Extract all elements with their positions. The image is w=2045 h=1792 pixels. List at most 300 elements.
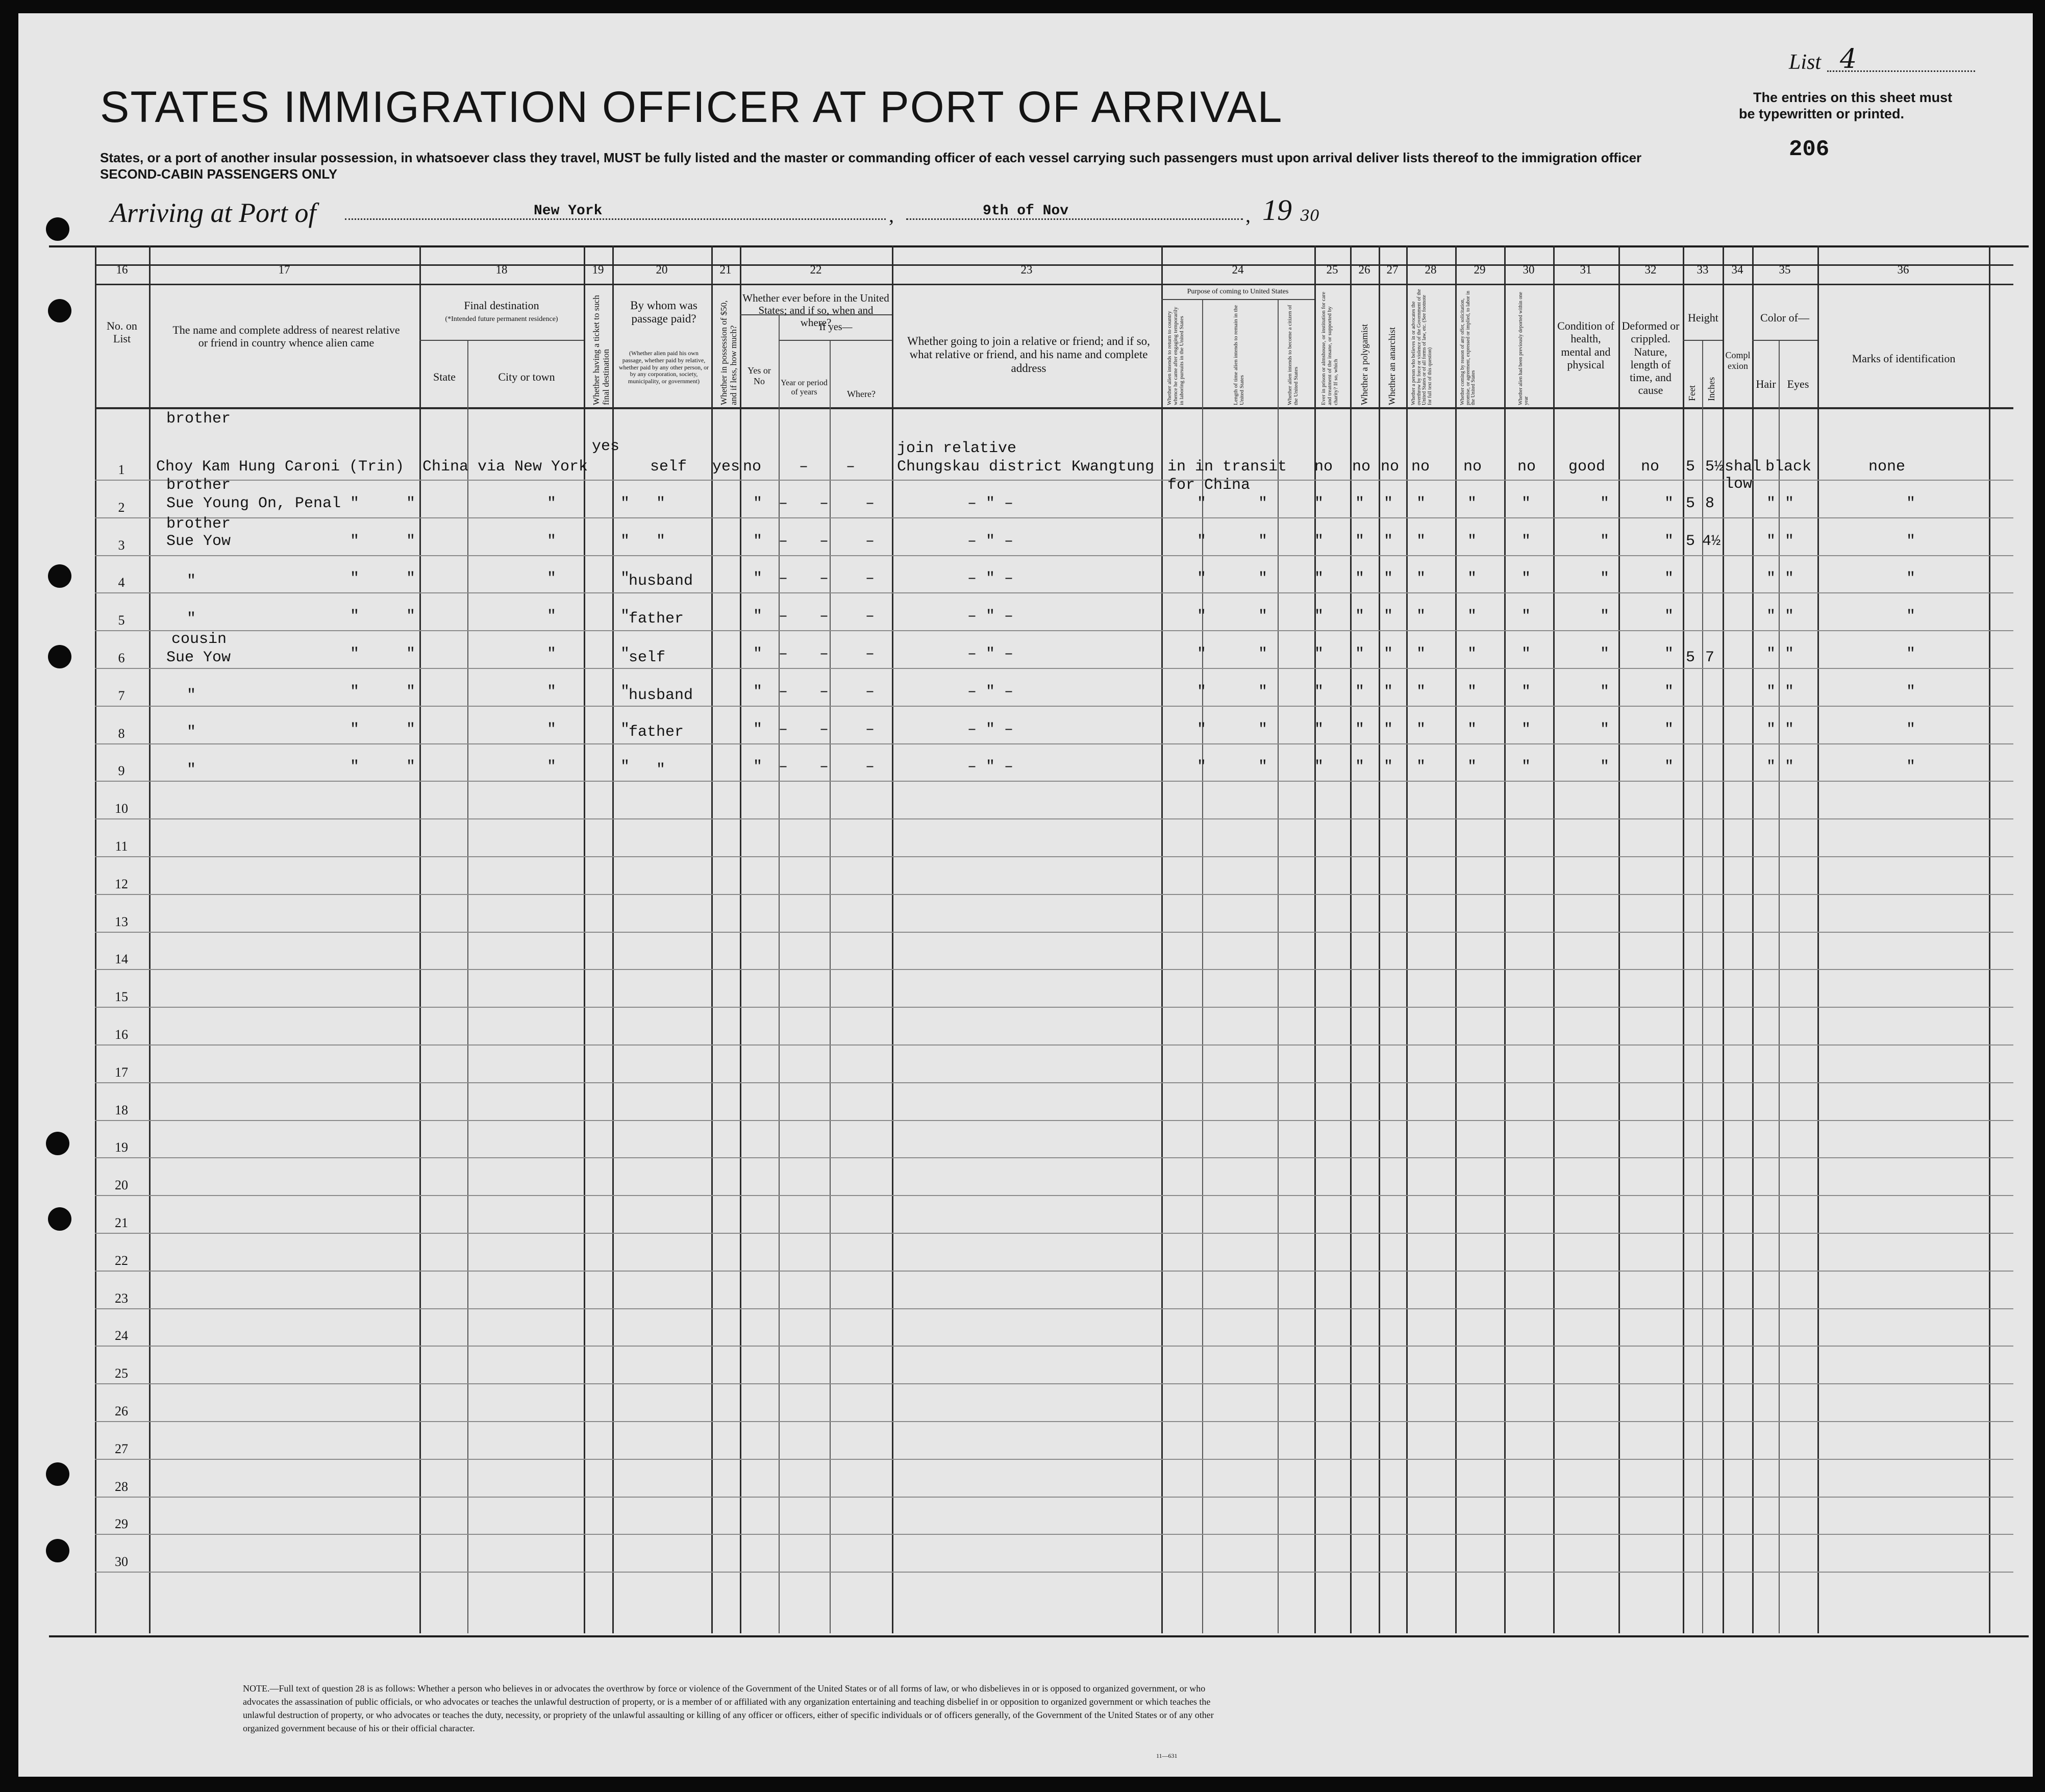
ditto-mark: ": [1314, 608, 1324, 626]
row6-relation: cousin: [171, 631, 227, 648]
ditto-mark: ": [1258, 683, 1268, 701]
ditto-mark: ": [1258, 645, 1268, 663]
ditto-mark: ": [1766, 570, 1776, 588]
row-line: [95, 1044, 2013, 1046]
row1-destination: China via New York: [422, 458, 588, 476]
col-number-34: 34: [1731, 263, 1743, 276]
dash-mark: –: [865, 494, 875, 512]
header-ever-before: Whether ever before in the United States; and if so, when and where?: [742, 292, 889, 329]
row3-paid: ": [656, 533, 666, 550]
header-nearest-relative: The name and complete address of nearest relative or friend in country whence alien came: [172, 323, 400, 350]
ditto-mark: ": [1664, 758, 1674, 776]
col-line: [584, 245, 585, 1633]
col-number-25: 25: [1326, 263, 1338, 276]
dash-mark: –: [865, 608, 875, 626]
header-purpose-citizen: Whether alien intends to become a citizen of the United States: [1287, 305, 1300, 405]
ditto-mark: ": [753, 645, 763, 663]
row8-paid: father: [629, 724, 684, 741]
row-line: [95, 630, 2013, 631]
ditto-mark: ": [1522, 645, 1531, 663]
port-value: New York: [534, 203, 603, 219]
ditto-mark: ": [406, 720, 416, 738]
row-line: [95, 1233, 2013, 1234]
ditto-mark: ": [1600, 645, 1610, 663]
sub-header-line: [1752, 340, 1817, 341]
ditto-mark: ": [350, 532, 360, 550]
row-line: [95, 555, 2013, 556]
header-destination-note: (*Intended future permanent residence): [445, 315, 558, 323]
ditto-mark: ": [1522, 494, 1531, 512]
ditto-mark: ": [1384, 683, 1393, 701]
dash-mark: –: [865, 570, 875, 588]
row-line: [95, 969, 2013, 970]
ditto-mark: ": [1416, 645, 1426, 663]
dash-mark: –: [779, 720, 788, 738]
ditto-mark: ": [1467, 532, 1477, 550]
row1-ticket: yes: [592, 438, 620, 455]
col-number-36: 36: [1897, 263, 1909, 276]
row4-paid: husband: [629, 573, 693, 590]
col-number-32: 32: [1644, 263, 1657, 276]
ditto-mark: ": [1384, 608, 1393, 626]
ditto-mark: ": [1906, 645, 1916, 663]
row-number: 12: [115, 876, 128, 891]
header-prison: Ever in prison or almshouse, or institution for care and treatment of the insane, or supported by charity? If so, which: [1320, 291, 1339, 405]
join-ditto: – " –: [967, 570, 1014, 588]
dash-mark: –: [865, 758, 875, 776]
col-line: [830, 340, 831, 1633]
row1-year: –: [799, 458, 809, 476]
ditto-mark: ": [1355, 532, 1365, 550]
dash-mark: –: [865, 532, 875, 550]
header-eyes: Eyes: [1787, 378, 1809, 390]
ditto-mark: ": [1355, 570, 1365, 588]
row-line: [95, 592, 2013, 593]
ditto-mark: ": [620, 683, 630, 701]
header-if-yes: If yes—: [819, 321, 853, 333]
ditto-mark: ": [1197, 683, 1207, 701]
ditto-mark: ": [1785, 494, 1794, 512]
date-value: 9th of Nov: [983, 203, 1069, 219]
row-number: 9: [118, 763, 125, 779]
ditto-mark: ": [1766, 758, 1776, 776]
header-state: State: [433, 370, 456, 383]
header-health: Condition of health, mental and physical: [1557, 319, 1614, 371]
row-number: 4: [118, 575, 125, 590]
dash-mark: –: [819, 758, 829, 776]
ditto-mark: ": [1522, 608, 1531, 626]
col-line: [1989, 245, 1990, 1633]
ditto-mark: ": [1355, 645, 1365, 663]
ditto-mark: ": [1600, 494, 1610, 512]
ditto-mark: ": [1384, 570, 1393, 588]
ditto-mark: ": [1600, 608, 1610, 626]
ditto-mark: ": [1906, 494, 1916, 512]
row6-name: Sue Yow: [166, 649, 231, 666]
header-passage-paid: By whom was passage paid?: [630, 299, 697, 326]
row-number: 15: [115, 989, 128, 1005]
header-final-destination: Final destination: [464, 299, 539, 312]
row7-paid: husband: [629, 687, 693, 704]
dash-mark: –: [779, 570, 788, 588]
header-yes-no: Yes or No: [747, 365, 771, 386]
ditto-mark: ": [1785, 758, 1794, 776]
row-line: [95, 1007, 2013, 1008]
row-line: [95, 517, 2013, 518]
col-number-22: 22: [810, 263, 822, 276]
ditto-mark: ": [1766, 608, 1776, 626]
row-number: 23: [115, 1290, 128, 1306]
row-line: [95, 1195, 2013, 1196]
row1-join-address: Chungskau district Kwangtung: [897, 458, 1155, 476]
header-city: City or town: [498, 370, 555, 383]
row-number: 20: [115, 1178, 128, 1193]
ditto-mark: ": [1664, 720, 1674, 738]
ditto-mark: ": [1600, 683, 1610, 701]
ditto-mark: ": [1785, 532, 1794, 550]
ditto-mark: ": [1467, 494, 1477, 512]
row-number: 3: [118, 537, 125, 553]
ditto-mark: ": [1467, 758, 1477, 776]
row-line: [95, 1082, 2013, 1083]
row-number: 7: [118, 688, 125, 703]
ditto-mark: ": [1785, 645, 1794, 663]
join-ditto: – " –: [967, 608, 1014, 626]
ditto-mark: ": [350, 608, 360, 626]
col-number-29: 29: [1474, 263, 1486, 276]
ditto-mark: ": [1384, 720, 1393, 738]
ditto-mark: ": [406, 532, 416, 550]
ditto-mark: ": [1600, 758, 1610, 776]
join-ditto: – " –: [967, 758, 1014, 776]
ditto-mark: ": [350, 645, 360, 663]
ditto-mark: ": [1467, 570, 1477, 588]
col-number-24: 24: [1232, 263, 1244, 276]
ditto-mark: ": [620, 645, 630, 663]
ditto-mark: ": [1522, 720, 1531, 738]
header-deformed: Deformed or crippled. Nature, length of time, and cause: [1622, 319, 1680, 397]
list-number-line: [1827, 70, 1975, 72]
ditto-mark: ": [350, 494, 360, 512]
ditto-mark: ": [753, 758, 763, 776]
col-line: [892, 245, 893, 1633]
header-no-on-list: No. on List: [107, 319, 137, 345]
entries-note-2: be typewritten or printed.: [1739, 106, 1905, 121]
punch-hole: [46, 217, 69, 241]
header-hair: Hair: [1756, 378, 1776, 390]
ditto-mark: ": [547, 645, 557, 663]
ditto-mark: ": [620, 570, 630, 588]
row1-marks: none: [1868, 458, 1906, 476]
row1-anarchist: no: [1381, 458, 1400, 476]
row3-relation: brother: [166, 515, 231, 533]
ditto-mark: ": [1467, 683, 1477, 701]
row1-join: join relative: [897, 440, 1017, 457]
col-line: [1752, 245, 1754, 1633]
col-number-20: 20: [656, 263, 668, 276]
row3-inches: 4½: [1702, 533, 1721, 550]
header-complexion: Complexion: [1725, 350, 1751, 371]
join-ditto: – " –: [967, 683, 1014, 701]
ditto-mark: ": [1197, 608, 1207, 626]
header-top-line: [95, 264, 2013, 266]
punch-hole: [46, 1462, 69, 1486]
ditto-mark: ": [753, 608, 763, 626]
ditto-mark: ": [1416, 532, 1426, 550]
ditto-mark: ": [1197, 532, 1207, 550]
ditto-mark: ": [620, 532, 630, 550]
row-line: [95, 1157, 2013, 1158]
punch-hole: [48, 645, 71, 668]
row-number: 17: [115, 1064, 128, 1080]
ditto-mark: ": [1664, 683, 1674, 701]
col-number-16: 16: [116, 263, 128, 276]
dash-mark: –: [865, 683, 875, 701]
ditto-mark: ": [1766, 494, 1776, 512]
footnote: NOTE.—Full text of question 28 is as follows: Whether a person who believes in or advocates the overthrow by force or violence of the Government of the United States or of all forms of law, or who disbelieves in or is opposed to organized government, or who advocates the assassination of public officials, or who advocates or teaches the unlawful destruction of property, or is a member of or affiliated with any organization entertaining and teaching disbelief in or opposition to organized government or which teaches the unlawful destruction of property, or who advocates or teaches the duty, necessity, or propriety of the unlawful assaulting or killing of any officer or officers, either of specific individuals or of officers generally, of the Government of the United States or of any other organized government because of his or their official character.: [243, 1683, 1214, 1734]
row-line: [95, 818, 2013, 819]
row-number: 11: [115, 839, 128, 854]
dash-mark: –: [819, 532, 829, 550]
row2-feet: 5: [1686, 495, 1695, 512]
sheet-number: 206: [1789, 137, 1830, 162]
ditto-mark: ": [1906, 720, 1916, 738]
row-line: [95, 1120, 2013, 1121]
punch-hole: [46, 1539, 69, 1562]
ditto-mark: ": [1766, 645, 1776, 663]
ditto-mark: ": [1416, 758, 1426, 776]
row7-name: ": [187, 687, 196, 704]
row-number: 22: [115, 1253, 128, 1268]
entries-note-1: The entries on this sheet must: [1753, 90, 1953, 105]
row6-paid: self: [629, 649, 666, 666]
ditto-mark: ": [350, 758, 360, 776]
ditto-mark: ": [1314, 683, 1324, 701]
join-ditto: – " –: [967, 494, 1014, 512]
ditto-mark: ": [753, 683, 763, 701]
ditto-mark: ": [1906, 608, 1916, 626]
row-number: 5: [118, 613, 125, 628]
dash-mark: –: [819, 720, 829, 738]
row9-name: ": [187, 761, 196, 779]
row-number: 27: [115, 1441, 128, 1456]
punch-hole: [46, 1132, 69, 1155]
header-inches: Inches: [1706, 377, 1716, 401]
row5-name: ": [187, 610, 196, 628]
header-labor-offer: Whether coming by reason of any offer, solicitation, promise, or agreement, expressed or implied, to labor in the United States: [1460, 290, 1476, 405]
dash-mark: –: [779, 758, 788, 776]
ditto-mark: ": [1416, 608, 1426, 626]
ditto-mark: ": [1258, 494, 1268, 512]
row-number: 16: [115, 1027, 128, 1042]
ditto-mark: ": [1906, 570, 1916, 588]
ditto-mark: ": [547, 683, 557, 701]
ditto-mark: ": [753, 570, 763, 588]
ditto-mark: ": [547, 532, 557, 550]
ditto-mark: ": [1258, 532, 1268, 550]
row8-name: ": [187, 724, 196, 741]
ditto-mark: ": [1522, 570, 1531, 588]
ditto-mark: ": [1355, 758, 1365, 776]
header-color-of: Color of—: [1760, 311, 1809, 324]
row1-purpose-text: in transit: [1195, 458, 1287, 476]
col-number-26: 26: [1358, 263, 1370, 276]
ditto-mark: ": [1197, 645, 1207, 663]
dash-mark: –: [819, 683, 829, 701]
comma-2: ,: [1245, 204, 1251, 227]
ditto-mark: ": [753, 494, 763, 512]
ditto-mark: ": [620, 720, 630, 738]
row2-inches: 8: [1705, 495, 1715, 512]
ditto-mark: ": [406, 570, 416, 588]
row-line: [95, 1308, 2013, 1309]
row-number: 29: [115, 1516, 128, 1532]
ditto-mark: ": [1664, 608, 1674, 626]
ditto-mark: ": [1906, 758, 1916, 776]
header-anarchist: Whether an anarchist: [1387, 327, 1397, 405]
punch-hole: [48, 299, 71, 322]
header-overthrow: Whether a person who believes in or advocates the overthrow by force or violence of the Government of the United States or of all forms of law, etc. (See footnote for full text of this question): [1411, 289, 1433, 405]
row-number: 2: [118, 500, 125, 515]
row-number: 13: [115, 914, 128, 929]
row1-purpose: [1167, 458, 1287, 476]
ditto-mark: ": [1766, 532, 1776, 550]
ditto-mark: ": [1766, 720, 1776, 738]
col-line: [95, 245, 96, 1633]
list-number: 4: [1840, 44, 1857, 74]
row1-health: good: [1568, 458, 1606, 476]
ditto-mark: ": [1197, 720, 1207, 738]
row1-labor: no: [1463, 458, 1482, 476]
colnum-bottom-line: [95, 284, 2013, 285]
header-passage-note: (Whether alien paid his own passage, whether paid by relative, whether paid by any other person, or by any corporation, society, municipality, or government): [618, 350, 709, 385]
row-number: 28: [115, 1479, 128, 1494]
col-number-21: 21: [719, 263, 732, 276]
ditto-mark: ": [1522, 758, 1531, 776]
col-number-31: 31: [1580, 263, 1592, 276]
ditto-mark: ": [753, 720, 763, 738]
header-polygamist: Whether a polygamist: [1359, 324, 1369, 405]
row1-purpose-prefix: in: [1167, 458, 1195, 476]
ditto-mark: ": [1664, 645, 1674, 663]
row9-paid: ": [656, 761, 666, 779]
row1-prison: no: [1314, 458, 1333, 476]
ditto-mark: ": [1197, 758, 1207, 776]
header-where: Where?: [847, 389, 876, 399]
header-feet: Feet: [1687, 385, 1697, 401]
col-line: [1723, 245, 1724, 1633]
col-line: [1278, 299, 1279, 1633]
arriving-label: Arriving at Port of: [110, 197, 316, 228]
ditto-mark: ": [1258, 758, 1268, 776]
row2-paid: ": [656, 495, 666, 512]
row1-overthrow: no: [1411, 458, 1430, 476]
ditto-mark: ": [1384, 494, 1393, 512]
col-line: [1618, 245, 1620, 1633]
dash-mark: –: [819, 570, 829, 588]
col-number-35: 35: [1779, 263, 1791, 276]
row2-relation: brother: [166, 477, 231, 494]
ditto-mark: ": [1600, 570, 1610, 588]
header-ticket: Whether having a ticket to such final destination: [591, 295, 611, 405]
ditto-mark: ": [547, 608, 557, 626]
dash-mark: –: [779, 608, 788, 626]
header-join-relative: Whether going to join a relative or friend; and if so, what relative or friend, and his name and complete address: [907, 335, 1150, 375]
row-number: 6: [118, 651, 125, 665]
sub-header-line: [1683, 340, 1723, 341]
col-line: [467, 340, 468, 1633]
ditto-mark: ": [1766, 683, 1776, 701]
sub-header-line: [419, 340, 584, 341]
form-code: 11—631: [1156, 1752, 1178, 1759]
row-number: 30: [115, 1554, 128, 1570]
header-bottom-line: [95, 407, 2013, 409]
dash-mark: –: [779, 532, 788, 550]
ditto-mark: ": [350, 683, 360, 701]
ditto-mark: ": [1258, 570, 1268, 588]
col-line: [1314, 245, 1316, 1633]
header-year-period: Year or period of years: [781, 379, 828, 397]
cabin-class-label: SECOND-CABIN PASSENGERS ONLY: [100, 166, 338, 182]
header-purpose: Purpose of coming to United States: [1187, 288, 1289, 295]
col-line: [419, 245, 421, 1633]
sub-header-line: [1161, 299, 1314, 300]
join-ditto: – " –: [967, 645, 1014, 663]
col-number-30: 30: [1523, 263, 1535, 276]
ditto-mark: ": [1355, 683, 1365, 701]
dash-mark: –: [779, 494, 788, 512]
year-suffix: 30: [1300, 207, 1320, 225]
manifest-table: [49, 245, 2029, 1637]
row-line: [95, 1271, 2013, 1272]
row1-hair: black: [1765, 458, 1812, 476]
header-purpose-return: Whether alien intends to return to country whence he came after engaging temporarily in laboring pursuits in the United States: [1166, 307, 1185, 405]
ditto-mark: ": [1314, 532, 1324, 550]
row1-deformed: no: [1641, 458, 1660, 476]
ditto-mark: ": [1355, 494, 1365, 512]
ditto-mark: ": [1467, 608, 1477, 626]
ditto-mark: ": [1384, 645, 1393, 663]
col-number-23: 23: [1020, 263, 1033, 276]
ditto-mark: ": [1416, 494, 1426, 512]
dash-mark: –: [779, 683, 788, 701]
row5-paid: father: [629, 610, 684, 628]
ditto-mark: ": [753, 532, 763, 550]
row1-polygamist: no: [1352, 458, 1371, 476]
row-line: [95, 1534, 2013, 1535]
year-prefix: 19: [1262, 193, 1292, 227]
row-line: [95, 706, 2013, 707]
join-ditto: – " –: [967, 720, 1014, 738]
row1-money: yes: [712, 458, 740, 476]
col-line: [1350, 245, 1352, 1633]
ditto-mark: ": [1467, 645, 1477, 663]
ditto-mark: ": [1785, 683, 1794, 701]
dash-mark: –: [865, 645, 875, 663]
ditto-mark: ": [1467, 720, 1477, 738]
ditto-mark: ": [1664, 494, 1674, 512]
ditto-mark: ": [350, 570, 360, 588]
row1-complexion: shal low: [1725, 458, 1762, 493]
row-line: [95, 856, 2013, 857]
col-number-27: 27: [1386, 263, 1399, 276]
port-line: [345, 218, 886, 220]
row-line: [95, 1421, 2013, 1422]
row-number: 18: [115, 1102, 128, 1117]
ditto-mark: ": [406, 494, 416, 512]
ditto-mark: ": [1197, 570, 1207, 588]
row2-name: Sue Young On, Penal: [166, 495, 341, 512]
